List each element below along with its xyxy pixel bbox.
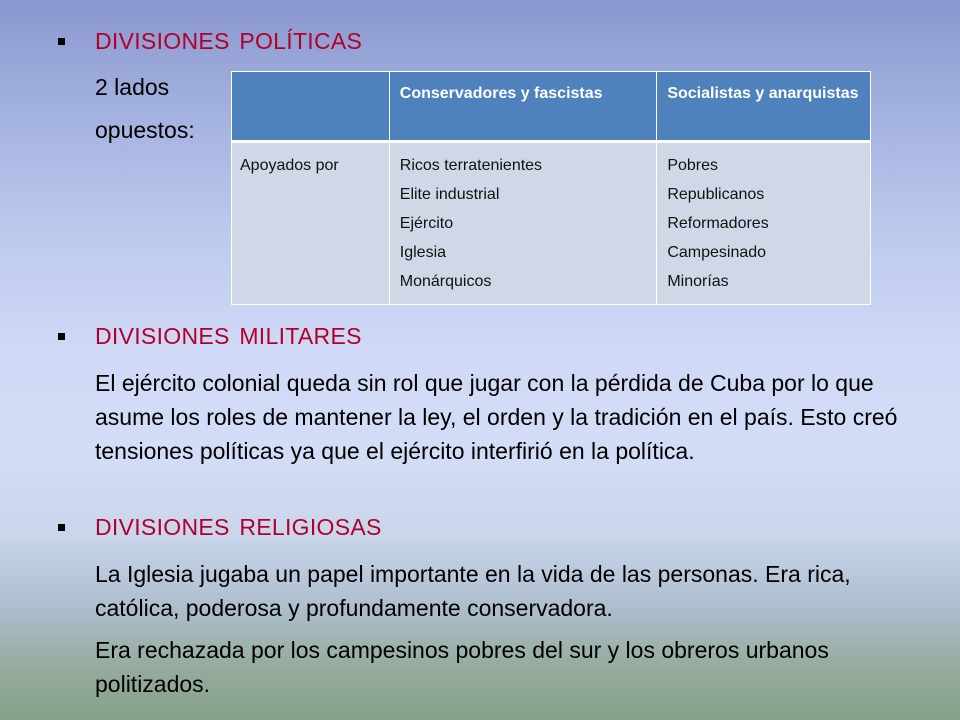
table-row (232, 142, 871, 305)
table-header-empty (232, 72, 390, 142)
table-header-conservadores: Conservadores y fascistas (389, 72, 657, 142)
bullet-item-politicas (58, 28, 362, 55)
text-opuestos: opuestos: (95, 117, 195, 143)
bullet-item-militares (58, 323, 362, 350)
heading-politicas: DIVISIONES POLÍTICAS (95, 28, 363, 54)
bullet-item-religiosas (58, 514, 382, 541)
list-item: Pobres (667, 157, 719, 174)
bullet-icon (58, 38, 65, 45)
table-row-label: Apoyados por (232, 142, 390, 305)
list-item: Elite industrial (399, 186, 500, 203)
table-header-socialistas: Socialistas y anarquistas (657, 72, 871, 142)
list-item: Campesinado (667, 244, 767, 261)
paragraph-militares: El ejército colonial queda sin rol que jugar con la pérdida de Cuba por lo que asume los roles de mantener la ley, el orden y la tradición en el país. Esto creó tensiones políticas ya que el ejército interfirió en la política. (95, 370, 898, 464)
paragraph-religiosas-2: Era rechazada por los campesinos pobres del sur y los obreros urbanos politizados. (95, 637, 829, 697)
table-cell-conservadores (389, 142, 657, 305)
heading-religiosas: DIVISIONES RELIGIOSAS (95, 514, 382, 540)
list-item: Minorías (667, 273, 729, 290)
list-item: Ricos terratenientes (399, 157, 543, 174)
bullet-icon (58, 524, 65, 531)
heading-militares: DIVISIONES MILITARES (95, 323, 362, 349)
paragraph-religiosas-1: La Iglesia jugaba un papel importante en la vida de las personas. Era rica, católica, poderosa y profundamente conservadora. (95, 561, 851, 621)
list-item: Republicanos (667, 186, 765, 203)
list-item: Iglesia (399, 244, 447, 261)
list-item: Reformadores (667, 215, 769, 232)
text-dos-lados: 2 lados (95, 74, 170, 100)
table-cell-socialistas (657, 142, 871, 305)
list-item: Ejército (399, 215, 454, 232)
list-item: Monárquicos (399, 273, 492, 290)
table-header-row (232, 72, 871, 142)
divisions-table (231, 71, 871, 305)
bullet-icon (58, 333, 65, 340)
